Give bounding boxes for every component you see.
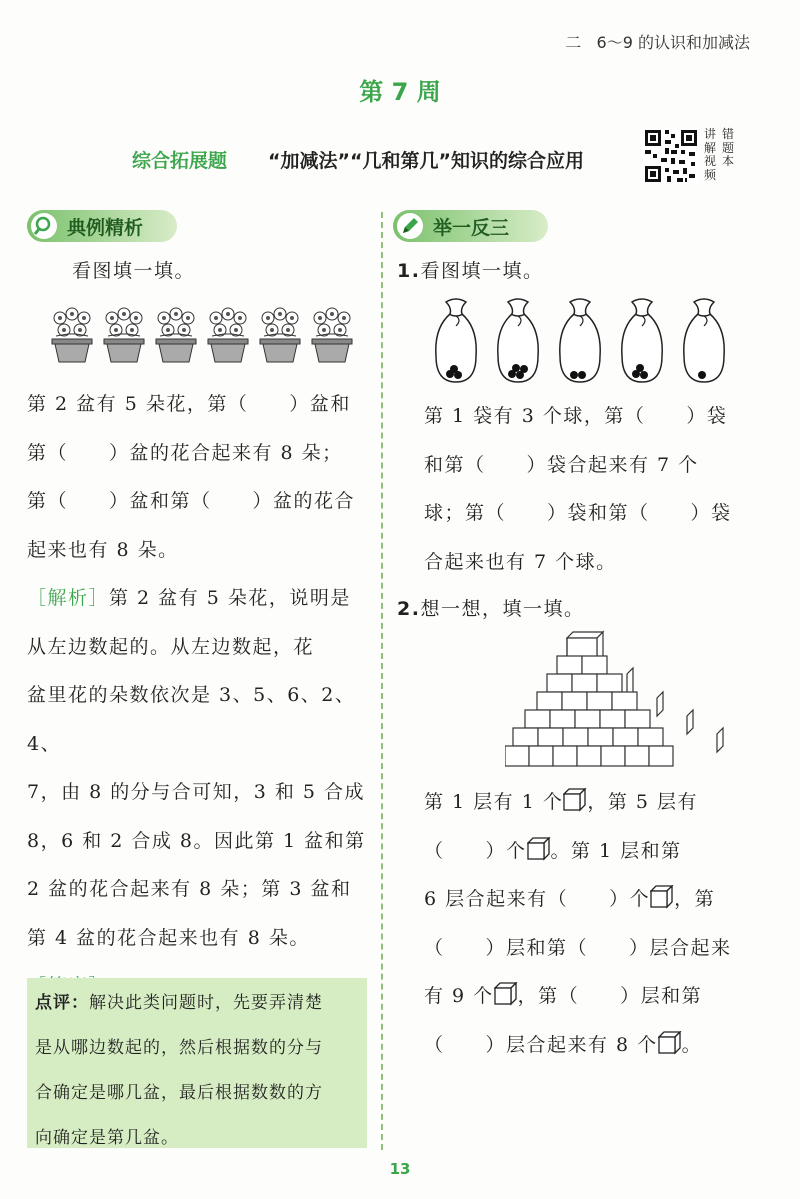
pencil-icon — [397, 213, 423, 239]
q1-line: 球；第（ ）袋和第（ ）袋 — [424, 502, 732, 524]
q2-number: 2. — [397, 598, 421, 620]
week-title: 第 7 周 — [359, 78, 441, 106]
qr-code-icon[interactable] — [643, 128, 699, 184]
flower-pots-image — [48, 306, 368, 366]
topic-text: “加减法”“几和第几”知识的综合应用 — [268, 150, 584, 172]
cube-icon — [494, 982, 518, 1006]
analysis-line: ［解析］第 2 盆有 5 朵花，说明是 — [27, 587, 351, 609]
analysis-line: 盆里花的朵数依次是 3、5、6、2、4、 — [27, 684, 356, 755]
q1-instruction: 看图填一填。 — [420, 260, 544, 282]
example-problem — [27, 380, 372, 1011]
q2-heading — [397, 585, 584, 634]
analysis-line: 7，由 8 的分与合可知，3 和 5 合成 — [27, 781, 366, 803]
problem-line: 起来也有 8 朵。 — [27, 538, 179, 561]
qr-label-video: 讲解视频 — [703, 127, 716, 182]
analysis-line: 2 盆的花合起来有 8 朵；第 3 盆和 — [27, 878, 352, 900]
analysis-line: 8，6 和 2 合成 8。因此第 1 盆和第 — [27, 829, 366, 852]
q1-line: 和第（ ）袋合起来有 7 个 — [424, 453, 699, 476]
comment-line: 是从哪边数起的，然后根据数的分与 — [35, 1038, 323, 1058]
problem-line: 第（ ）盆和第（ ）盆的花合 — [27, 490, 356, 512]
problem-line: 第 2 盆有 5 朵花，第（ ）盆和 — [27, 393, 351, 415]
cube-pyramid-image — [505, 630, 745, 770]
practice-banner — [393, 210, 548, 242]
q1-body — [424, 392, 754, 586]
cube-icon — [650, 885, 674, 909]
example-banner-label: 典例精析 — [67, 217, 144, 239]
comment-box — [27, 978, 367, 1148]
q2-line: 6 层合起来有（ ）个 ，第 — [424, 875, 754, 924]
q1-heading — [397, 247, 543, 296]
q2-body — [424, 778, 754, 1069]
q1-line: 合起来也有 7 个球。 — [424, 550, 617, 573]
example-banner — [27, 210, 177, 242]
q1-number: 1. — [397, 260, 421, 282]
q1-line: 第 1 袋有 3 个球，第（ ）袋 — [424, 405, 728, 427]
q2-line: （ ）层和第（ ）层合起来 — [424, 936, 732, 959]
comment-line: 点评：解决此类问题时，先要弄清楚 — [35, 993, 323, 1013]
cube-icon — [563, 788, 587, 812]
q2-line: 有 9 个 ，第（ ）层和第 — [424, 972, 754, 1021]
chapter-header: 二 6～9 的认识和加减法 — [565, 33, 750, 52]
example-instruction: 看图填一填。 — [72, 260, 196, 282]
qr-label-notebook: 错题本 — [721, 127, 734, 168]
search-icon — [31, 213, 57, 239]
comment-line: 向确定是第几盆。 — [35, 1128, 179, 1148]
column-divider — [381, 212, 383, 1150]
q2-line: （ ）个 。第 1 层和第 — [424, 827, 754, 876]
analysis-line: 从左边数起的。从左边数起，花 — [27, 635, 315, 658]
page-number: 13 — [389, 1160, 411, 1178]
analysis-label: ［解析］ — [27, 587, 110, 609]
q2-line: 第 1 层有 1 个 ，第 5 层有 — [424, 778, 754, 827]
ball-bags-image — [432, 298, 732, 390]
cube-icon — [527, 837, 551, 861]
practice-banner-label: 举一反三 — [433, 217, 510, 239]
q2-line: （ ）层合起来有 8 个 。 — [424, 1021, 754, 1070]
problem-line: 第（ ）盆的花合起来有 8 朵； — [27, 441, 343, 464]
q2-instruction: 想一想，填一填。 — [420, 598, 585, 620]
comment-label: 点评： — [35, 993, 89, 1013]
comment-line: 合确定是哪几盆，最后根据数数的方 — [35, 1083, 323, 1103]
topic-label: 综合拓展题 — [132, 150, 228, 172]
analysis-line: 第 4 盆的花合起来也有 8 朵。 — [27, 926, 310, 949]
cube-icon — [658, 1031, 682, 1055]
